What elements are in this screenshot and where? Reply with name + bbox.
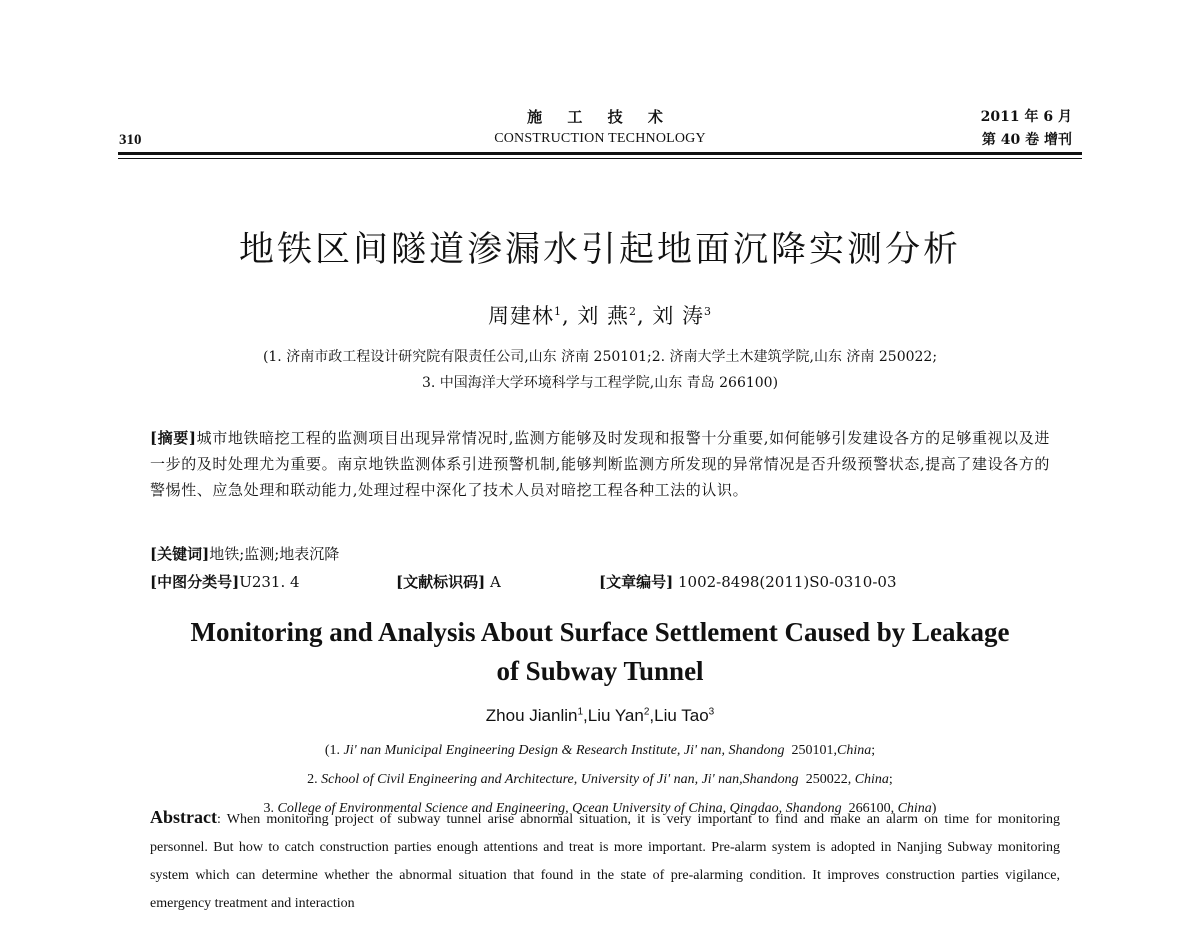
author-sup: 3 — [708, 706, 715, 718]
affiliation-prefix: 3. — [263, 801, 278, 816]
title-cn: 地铁区间隧道渗漏水引起地面沉降实测分析 — [238, 230, 961, 270]
author-en: Liu Tao — [654, 706, 709, 725]
authors-cn: 周建林$^1$, 刘 燕$^2$, 刘 涛$^3$ — [487, 304, 713, 328]
classification-line — [150, 571, 1050, 595]
abstract-en-text: : When monitoring project of subway tunnel arise abnormal situation, it is very important to find and make an alarm on time for monitoring personnel. But how to catch construction parties enough attentions and treat is more important. Pre-alarm system is adopted in Nanjing Subway monitoring system which can determine whether the abnormal situation that found in the state of pre-alarming condition. It improves construction parties vigilance, emergency treatment and interaction — [150, 812, 1060, 911]
journal-name-cn: 施 工 技 术 — [527, 108, 673, 126]
affiliation-en-line — [140, 765, 1060, 794]
affiliation-en-line — [140, 736, 1060, 765]
affiliation-end: ; — [888, 772, 893, 787]
affiliation-end: ; — [871, 743, 876, 758]
abstract-cn — [150, 425, 1050, 503]
abstract-cn-text: 城市地铁暗挖工程的监测项目出现异常情况时,监测方能够及时发现和报警十分重要,如何能够引发建设各方的足够重视以及进一步的及时处理尤为重要。南京地铁监测体系引进预警机制,能够判断监测方所发现的异常情况是否升级预警状态,提高了建设各方的警惕性、应急处理和联动能力,处理过程中深化了技术人员对暗挖工程各种工法的认识。 — [150, 429, 1050, 499]
issue-volume: 第 40 卷 增刊 — [981, 132, 1072, 148]
header-rule-thick — [118, 152, 1082, 155]
affiliation-cn-line: 3. 中国海洋大学环境科学与工程学院,山东 青岛 266100) — [421, 375, 779, 391]
affiliation-country: China — [837, 743, 872, 758]
title-en — [0, 613, 1200, 691]
affiliation-institution: School of Civil Engineering and Architecture, University of Ji' nan, Ji' nan,Shandong — [321, 772, 799, 787]
affiliations-cn — [130, 344, 1070, 396]
author-sup: 2 — [629, 305, 637, 318]
author-en: Zhou Jianlin — [485, 706, 578, 725]
keywords-cn-text: 地铁;监测;地表沉降 — [209, 545, 340, 563]
affiliation-end: ) — [931, 801, 937, 816]
article-id-label: [文章编号] — [599, 573, 674, 591]
author-sup: 3 — [704, 305, 713, 318]
affiliation-country: China — [854, 772, 889, 787]
article-id — [599, 571, 897, 592]
author-cn: 周建林 — [487, 304, 554, 328]
affiliation-country: China — [897, 801, 932, 816]
keywords-cn-label: [关键词] — [150, 545, 210, 563]
article-id-value: 1002-8498(2011)S0-0310-03 — [677, 573, 897, 591]
document-code-label: [文献标识码] — [396, 573, 486, 591]
page-number: 310 — [119, 132, 142, 148]
keywords-cn — [150, 543, 339, 564]
journal-header — [420, 106, 780, 147]
issue-date: 2011 年 6 月 — [980, 109, 1072, 125]
author-cn: 刘 燕 — [577, 304, 629, 328]
author-sup: 1 — [577, 706, 584, 718]
author-cn: 刘 涛 — [652, 304, 705, 328]
affiliation-postcode: 266100, — [848, 801, 895, 816]
clc-value: U231. 4 — [239, 573, 300, 591]
header-rule-thin — [118, 158, 1082, 159]
author-en: Liu Yan — [587, 706, 644, 725]
author-sup: 2 — [643, 706, 650, 718]
abstract-cn-label: [摘要] — [150, 429, 197, 447]
title-en-line: Monitoring and Analysis About Surface Settlement Caused by Leakage — [190, 617, 1010, 647]
title-en-line: of Subway Tunnel — [496, 656, 704, 686]
affiliation-postcode: 250101, — [791, 743, 837, 758]
affiliation-cn-line: (1. 济南市政工程设计研究院有限责任公司,山东 济南 250101;2. 济南大学土木建筑学院,山东 济南 250022; — [262, 349, 938, 365]
clc-number — [150, 571, 300, 592]
affiliation-institution: Ji' nan Municipal Engineering Design & Research Institute, Ji' nan, Shandong — [343, 743, 785, 758]
affiliation-postcode: 250022, — [805, 772, 852, 787]
authors-en: Zhou Jianlin$^1$,Liu Yan$^2$,Liu Tao$^3$ — [485, 706, 715, 725]
abstract-en-label: Abstract — [150, 807, 217, 827]
affiliation-prefix: (1. — [324, 743, 344, 758]
document-code-value: A — [489, 573, 501, 591]
clc-label: [中图分类号] — [150, 573, 240, 591]
affiliation-prefix: 2. — [307, 772, 322, 787]
affiliation-institution: College of Environmental Science and Engineering, Qcean University of China, Qingdao, Shandong — [277, 801, 842, 816]
author-sup: 1 — [553, 305, 562, 318]
document-code — [396, 571, 501, 592]
journal-name-en: CONSTRUCTION TECHNOLOGY — [494, 131, 706, 146]
issue-info — [981, 106, 1072, 152]
abstract-en — [150, 803, 1060, 918]
